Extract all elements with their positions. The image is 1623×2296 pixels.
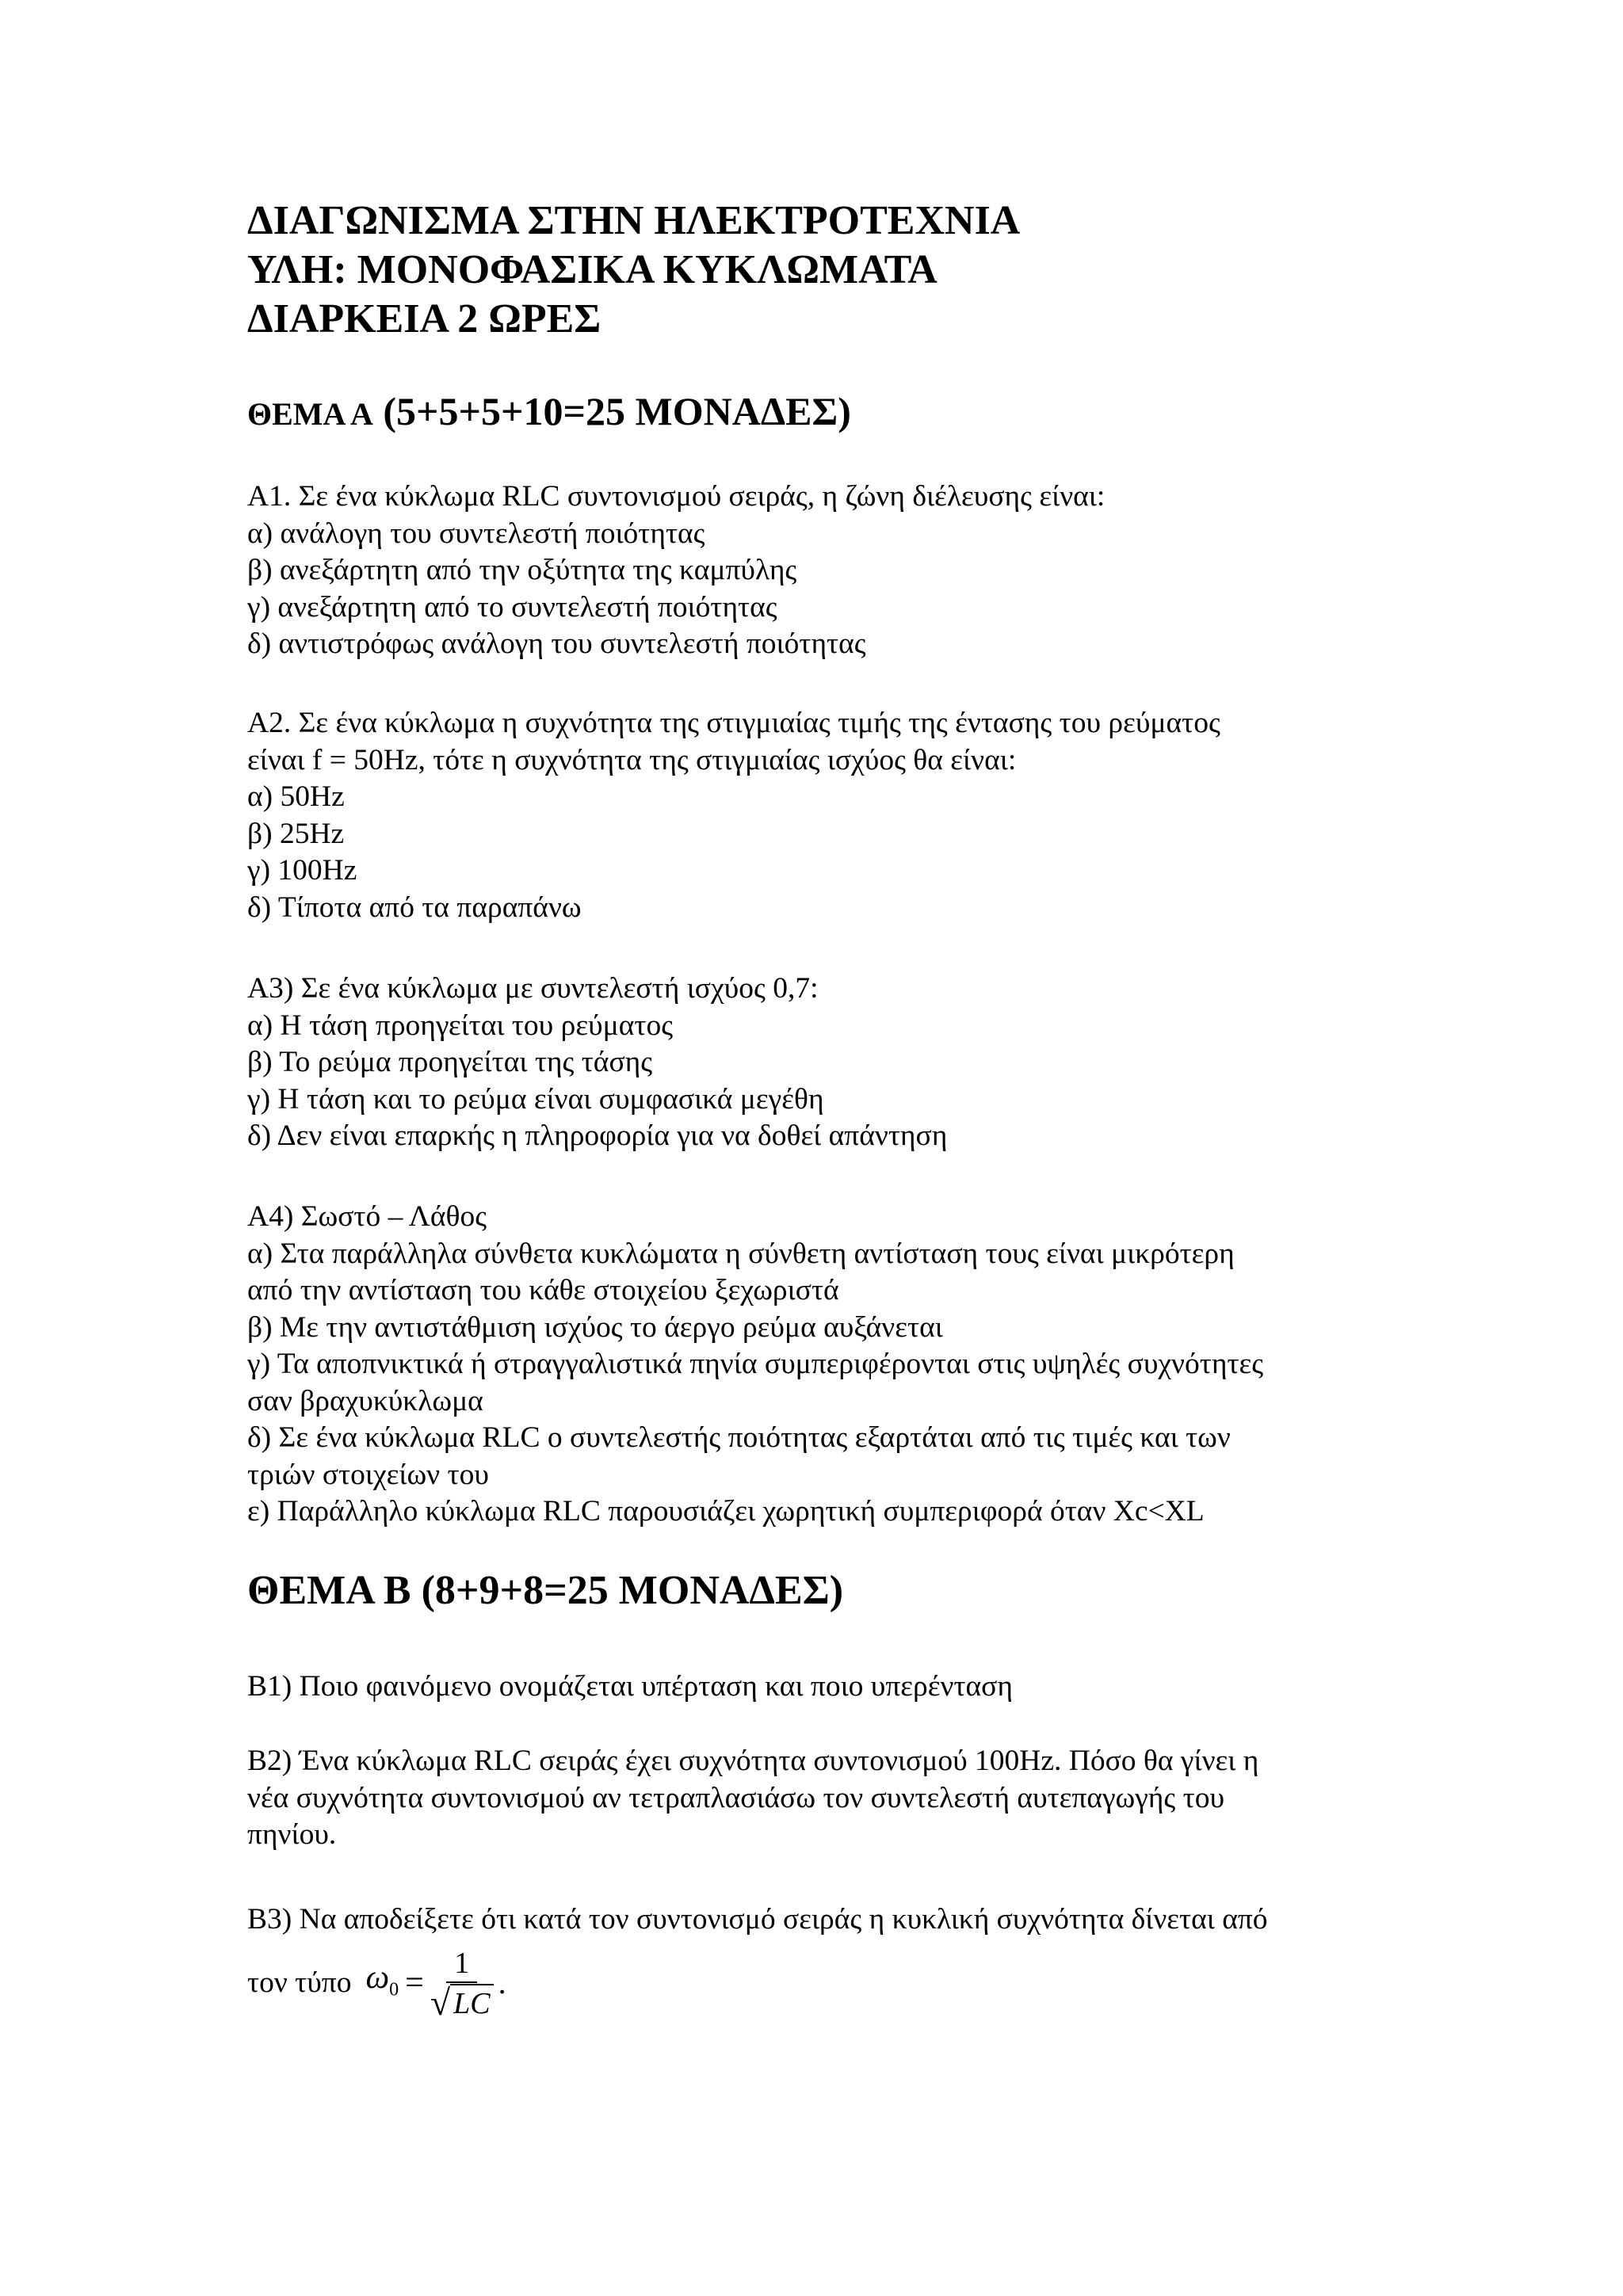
question-a2-stem: Α2. Σε ένα κύκλωμα η συχνότητα της στιγμιαίας τιμής της έντασης του ρεύματος <box>247 707 1220 739</box>
question-a4-statement: α) Στα παράλληλα σύνθετα κυκλώματα η σύνθετη αντίσταση τους είναι μικρότερη <box>247 1237 1235 1270</box>
question-a3 <box>247 971 947 1155</box>
question-a2-option: β) 25Hz <box>247 817 345 850</box>
question-a3-stem: Α3) Σε ένα κύκλωμα με συντελεστή ισχύος 0,7: <box>247 972 819 1005</box>
exam-subject: ΥΛΗ: ΜΟΝΟΦΑΣΙΚΑ ΚΥΚΛΩΜΑΤΑ <box>247 247 938 292</box>
question-a4-statement: από την αντίσταση του κάθε στοιχείου ξεχωριστά <box>247 1274 839 1306</box>
question-b1-text: Β1) Ποιο φαινόμενο ονομάζεται υπέρταση και ποιο υπερένταση <box>247 1670 1014 1703</box>
question-a4-statement: γ) Τα αποπνικτικά ή στραγγαλιστικά πηνία συμπεριφέρονται στις υψηλές συχνότητες <box>247 1348 1264 1380</box>
question-a1-stem: Α1. Σε ένα κύκλωμα RLC συντονισμού σειράς, η ζώνη διέλευσης είναι: <box>247 480 1106 513</box>
question-a4-statement: σαν βραχυκύκλωμα <box>247 1384 483 1417</box>
formula-fraction <box>430 1945 494 2023</box>
formula-equals: = <box>405 1965 424 2002</box>
question-b1 <box>247 1669 1013 1706</box>
document-header <box>247 196 1020 344</box>
formula-omega-symbol: ω <box>365 1958 390 1996</box>
formula-denominator <box>430 1983 494 2023</box>
section-a-title <box>247 388 851 434</box>
question-b3-formula-line <box>247 1945 1268 2023</box>
question-a4-statement: β) Με την αντιστάθμιση ισχύος το άεργο ρεύμα αυξάνεται <box>247 1310 943 1344</box>
question-b2-text: Β2) Ένα κύκλωμα RLC σειράς έχει συχνότητα συντονισμού 100Hz. Πόσο θα γίνει η <box>247 1745 1259 1777</box>
question-a3-option: γ) Η τάση και το ρεύμα είναι συμφασικά μεγέθη <box>247 1082 824 1116</box>
question-b2 <box>247 1743 1258 1854</box>
question-a1-option: α) ανάλογη του συντελεστή ποιότητας <box>247 517 705 550</box>
question-a3-option: β) Το ρεύμα προηγείται της τάσης <box>247 1046 653 1078</box>
question-a4-statement: τριών στοιχείων του <box>247 1458 489 1491</box>
question-b2-text: νέα συχνότητα συντονισμού αν τετραπλασιάσω τον συντελεστή αυτεπαγωγής του <box>247 1781 1225 1814</box>
formula-prefix: τον τύπο <box>247 1966 352 2000</box>
section-a-points: (5+5+5+10=25 ΜΟΝΑΔΕΣ) <box>372 389 851 433</box>
question-a4 <box>247 1199 1263 1531</box>
question-a1-option: β) ανεξάρτητη από την οξύτητα της καμπύλης <box>247 554 797 586</box>
formula-omega <box>365 1959 399 2008</box>
question-a3-option: α) Η τάση προηγείται του ρεύματος <box>247 1009 674 1042</box>
question-b3 <box>247 1901 1268 2023</box>
exam-title: ΔΙΑΓΩΝΙΣΜΑ ΣΤΗΝ ΗΛΕΚΤΡΟΤΕΧΝΙΑ <box>247 198 1021 243</box>
formula-omega-subscript: 0 <box>389 1978 399 2000</box>
question-a3-option: δ) Δεν είναι επαρκής η πληροφορία για να δοθεί απάντηση <box>247 1119 948 1152</box>
question-a2-stem: είναι f = 50Hz, τότε η συχνότητα της στιγμιαίας ισχύος θα είναι: <box>247 743 1017 776</box>
square-root-icon: √ <box>430 1981 451 2023</box>
question-a2-option: γ) 100Hz <box>247 854 357 887</box>
section-b-title: ΘΕΜΑ Β (8+9+8=25 ΜΟΝΑΔΕΣ) <box>247 1568 844 1613</box>
section-a-label: ΘΕΜΑ Α <box>247 396 373 432</box>
question-a2-option: α) 50Hz <box>247 780 345 813</box>
question-a4-stem: Α4) Σωστό – Λάθος <box>247 1200 487 1233</box>
question-a2-option: δ) Τίποτα από τα παραπάνω <box>247 891 582 924</box>
formula-numerator: 1 <box>446 1945 477 1983</box>
question-b3-text: Β3) Να αποδείξετε ότι κατά τον συντονισμό σειράς η κυκλική συχνότητα δίνεται από <box>247 1903 1268 1936</box>
question-a2 <box>247 705 1220 926</box>
question-a1-option: δ) αντιστρόφως ανάλογη του συντελεστή ποιότητας <box>247 627 866 660</box>
formula-period: . <box>498 1965 506 2001</box>
question-a1-option: γ) ανεξάρτητη από το συντελεστή ποιότητας <box>247 590 777 624</box>
question-a1 <box>247 479 1105 663</box>
exam-duration: ΔΙΑΡΚΕΙΑ 2 ΩΡΕΣ <box>247 296 601 341</box>
question-a4-statement: δ) Σε ένα κύκλωμα RLC ο συντελεστής ποιότητας εξαρτάται από τις τιμές και των <box>247 1421 1231 1454</box>
question-b2-text: πηνίου. <box>247 1818 337 1851</box>
formula-radicand: LC <box>450 1984 493 2022</box>
question-a4-statement: ε) Παράλληλο κύκλωμα RLC παρουσιάζει χωρητική συμπεριφορά όταν Xc<XL <box>247 1495 1205 1527</box>
